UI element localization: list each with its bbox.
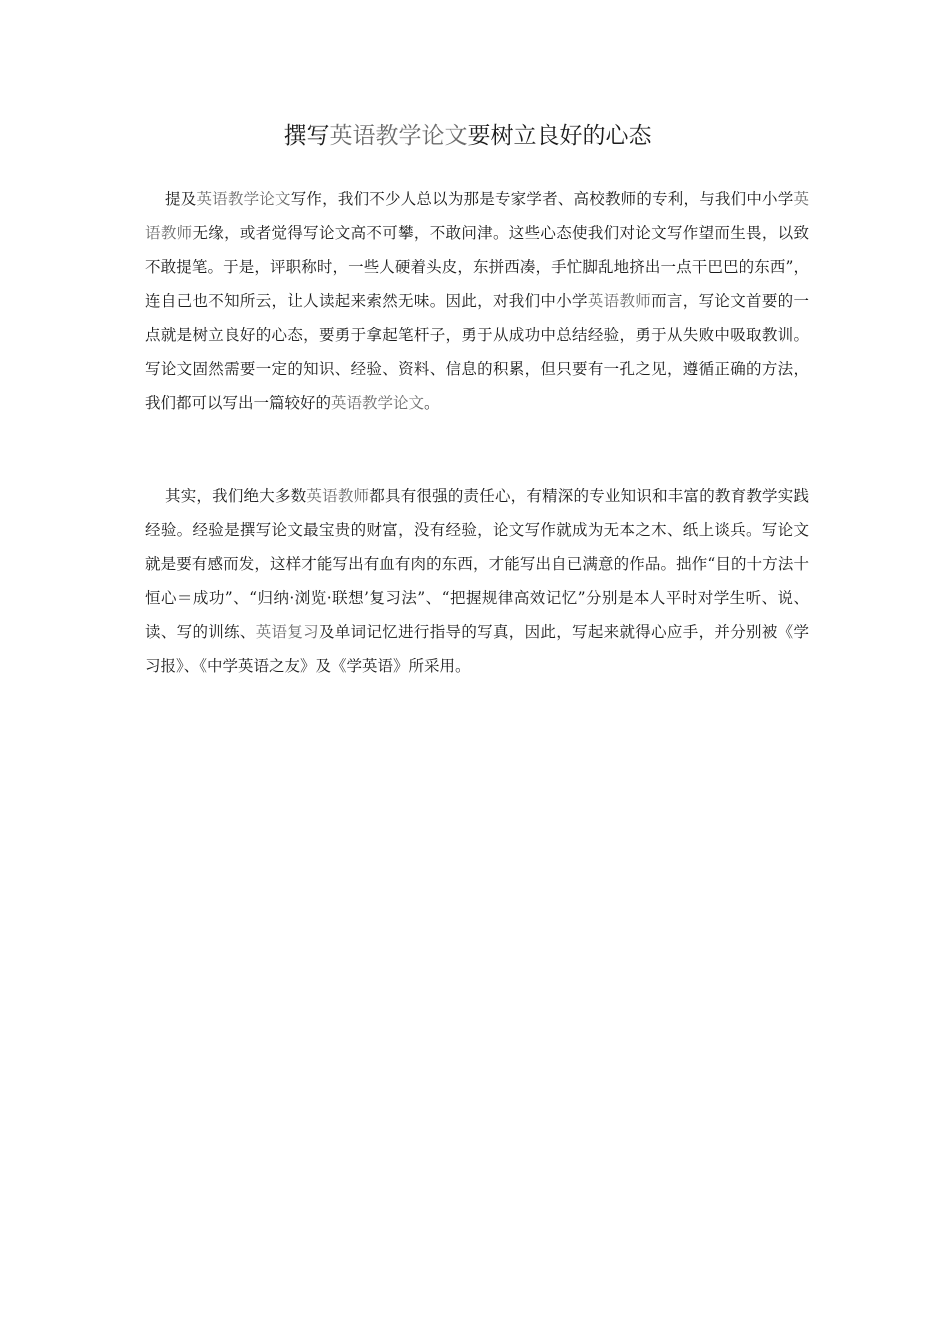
paragraph-text: 写作，我们不少人总以为那是专家学者、高校教师的专利，与我们中小学	[290, 190, 794, 208]
link-english-teacher[interactable]: 英语教师	[587, 292, 652, 310]
title-text: 撰写	[283, 123, 330, 149]
title-link-english-teaching-paper[interactable]: 英语教学论文	[329, 123, 468, 149]
paragraph-text: 都具有很强的责任心，有精深的专业知识和丰富的教育教学实践经验。经验是撰写论文最宝贵的财富，没有经验，论文写作就成为无本之木、纸上谈兵。写论文就是要有感而发，这样才能写出有血有肉的东西，才能写出自已满意的作品。拙作“目的十方法十恒心＝成功”、“归纳·浏览·联想’复习法”、“把握规律高效记忆”分别是本人平时对学生听、说、读、写的训练、	[145, 487, 809, 641]
link-english-teacher[interactable]: 英语教师	[145, 190, 809, 242]
body-paragraph-2	[145, 479, 809, 683]
paragraph-text: 及单词记忆进行指导的写真，因此，写起来就得心应手，并分别被《学习报》、《中学英语之友》及《学英语》所采用。	[145, 623, 809, 675]
paragraph-text: 。	[424, 394, 440, 412]
paragraph-text: 而言，写论文首要的一点就是树立良好的心态，要勇于拿起笔杆子，勇于从成功中总结经验，勇于从失败中吸取教训。写论文固然需要一定的知识、经验、资料、信息的积累，但只要有一孔之见，遵循正确的方法，我们都可以写出一篇较好的	[145, 292, 809, 412]
paragraph-text: 其实，我们绝大多数	[165, 487, 307, 505]
body-paragraph-1	[145, 182, 809, 420]
link-english-teacher[interactable]: 英语教师	[306, 487, 370, 505]
link-english-teaching-paper[interactable]: 英语教学论文	[196, 190, 291, 208]
link-english-review[interactable]: 英语复习	[255, 623, 319, 641]
title-text: 要树立良好的心态	[467, 123, 652, 149]
paragraph-text: 提及	[165, 190, 197, 208]
page-title	[0, 118, 935, 154]
paragraph-text: 无缘，或者觉得写论文高不可攀，不敢问津。这些心态使我们对论文写作望而生畏，以致不敢提笔。于是，评职称时，一些人硬着头皮，东拼西凑，手忙脚乱地挤出一点干巴巴的东西”，连自己也不知所云，让人读起来索然无味。因此，对我们中小学	[145, 224, 809, 310]
link-english-teaching-paper[interactable]: 英语教学论文	[331, 394, 425, 412]
